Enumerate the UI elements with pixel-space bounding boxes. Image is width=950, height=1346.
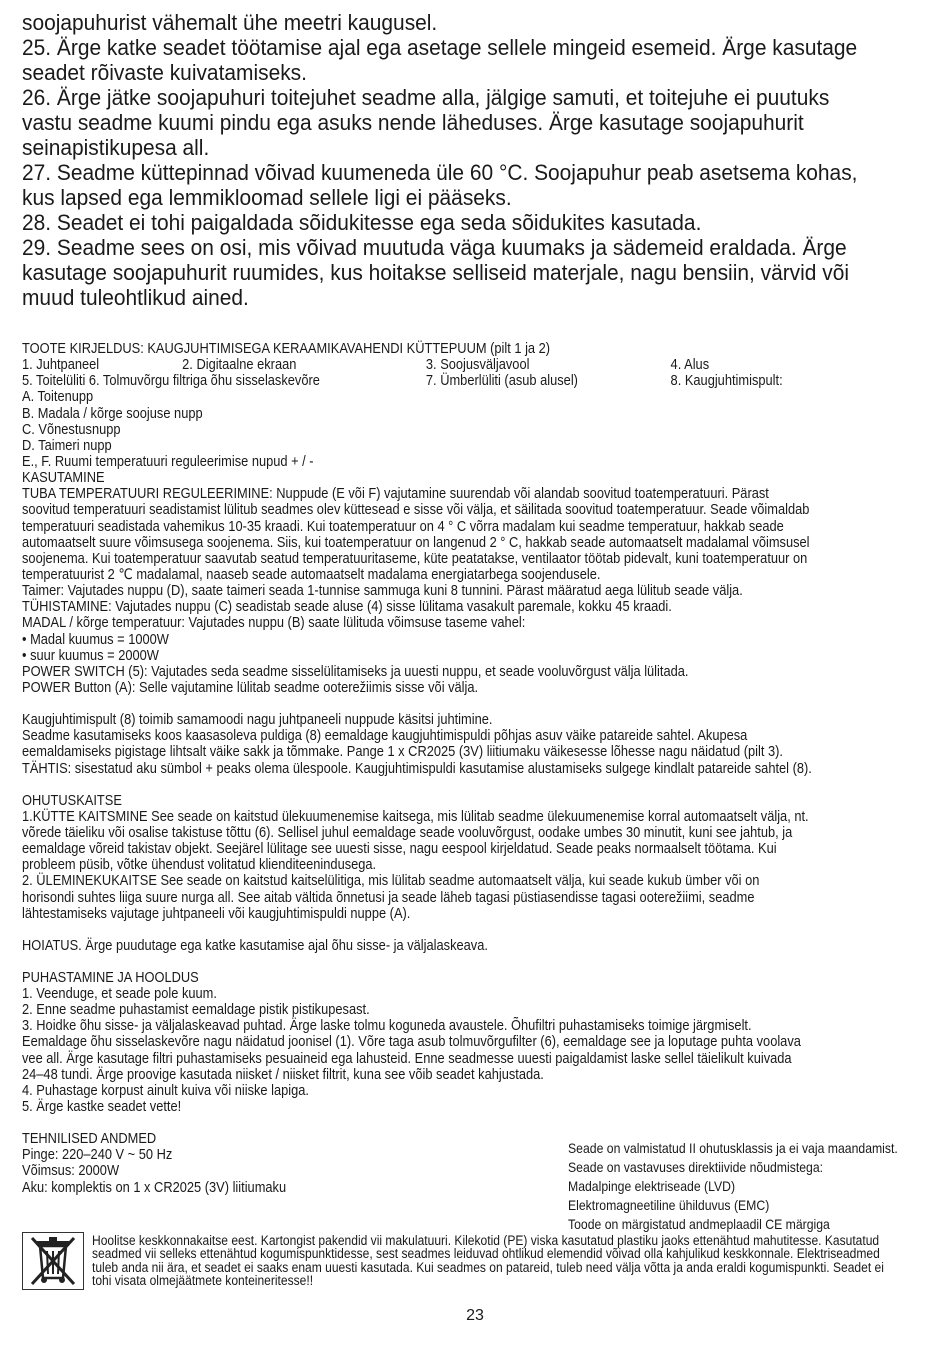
text-line: automaatselt suure võimsusega soojenema. Siis, kui toatemperatuur on langenud 2 ° C, hakkab seade automaatselt madalamal võimsusel (22, 534, 810, 551)
text-line: tohi visata olmejäätmete konteineritesse!! (92, 1272, 314, 1288)
text-line: TEHNILISED ANDMED (22, 1131, 157, 1148)
text-line: soojapuhurist vähemalt ühe meetri kaugusel. (22, 10, 438, 35)
text-line: TÜHISTAMINE: Vajutades nuppu (C) seadistab seade aluse (4) sisse lülitama vasakult paremale, kokku 45 kraadi. (22, 599, 672, 616)
text-line: OHUTUSKAITSE (22, 792, 122, 809)
text-line: 5. Ärge kastke seadet vette! (22, 1099, 182, 1116)
list-item: D. Taimeri nupp (22, 437, 112, 454)
text-line: Seade on vastavuses direktiivide nõudmistega: (568, 1160, 824, 1175)
text-line: 28. Seadet ei tohi paigaldada sõidukitesse ega seda sõidukites kasutada. (22, 210, 702, 235)
text-line: 29. Seadme sees on osi, mis võivad muutuda väga kuumaks ja sädemeid eraldada. Ärge (22, 235, 847, 260)
list-item: C. Võnestusnupp (22, 421, 121, 438)
text-line: 27. Seadme küttepinnad võivad kuumeneda üle 60 °C. Soojapuhur peab asetsema kohas, (22, 160, 858, 185)
text-line: Elektromagneetiline ühilduvus (EMC) (568, 1198, 770, 1213)
text-line: seadet rõivaste kuivatamiseks. (22, 60, 307, 85)
text-line: 26. Ärge jätke soojapuhuri toitejuhet seadme alla, jälgige samuti, et toitejuhe ei puutuks (22, 85, 830, 110)
environment-notice (22, 1232, 934, 1292)
text-line: KASUTAMINE (22, 470, 105, 487)
parts-row-2 (22, 373, 827, 389)
text-line: • Madal kuumus = 1000W (22, 631, 169, 648)
text-line: seadmed vii selleks ettenähtud kogumispunktidesse, sest seadmes leiduvad ohtlikud elemendid võivad olla kahjulikud keskkonnale. Elektriseadmed (92, 1246, 880, 1262)
text-line: Kaugjuhtimispult (8) toimib samamoodi nagu juhtpaneeli nuppude käsitsi juhtimine. (22, 712, 493, 729)
text-line: võrede täieliku või osalise takistuse tõttu (6). Sellisel juhul eemaldage seade vooluvõrgust, oodake umbes 30 minutit, kuni see jahtub, ja (22, 824, 793, 841)
text-line: 3. Hoidke õhu sisse- ja väljalaskeavad puhtad. Ärge laske tolmu koguneda avaustele. Õhufiltri puhastamiseks toimige järgmiselt. (22, 1018, 752, 1035)
text-line: Hoolitse keskkonnakaitse eest. Kartongist pakendid vii makulatuuri. Kilekotid (PE) viska kasutatud plastiku jaoks ettenähtud mahutitesse. Kasutatud (92, 1233, 880, 1248)
text-line: 2. ÜLEMINEKUKAITSE See seade on kaitstud kaitselülitiga, mis lülitab seadme automaatselt välja, kui seade kukub ümber või on (22, 873, 760, 890)
text-line: PUHASTAMINE JA HOOLDUS (22, 969, 199, 986)
text-line: 1. Veenduge, et seade pole kuum. (22, 986, 217, 1003)
text-line: soovitud temperatuuri seadistamist lülitub seadmes olev küttesead e sisse või välja, et säilitada soovitud toatemperatuur. Seade võimaldab (22, 502, 810, 519)
remote-button-list (22, 389, 937, 470)
text-line: Võimsus: 2000W (22, 1163, 120, 1180)
text-line: TUBA TEMPERATUURI REGULEERIMINE: Nuppude (E või F) vajutamine suurendab või alandab soovitud toatemperatuuri. Pärast (22, 486, 769, 503)
product-description-section (22, 341, 937, 1196)
remote-control-section (22, 712, 937, 777)
list-item: E., F. Ruumi temperatuuri reguleerimise nupud + / - (22, 453, 314, 470)
safety-protection-section (22, 793, 937, 922)
text-line: probleem püsib, võtke ühendust volitatud klienditeenindusega. (22, 857, 377, 874)
text-line: 24–48 tundi. Ärge proovige kasutada niisket / niisket filtrit, kuna see võib seadet kahjustada. (22, 1066, 544, 1083)
text-line: POWER SWITCH (5): Vajutades seda seadme sisselülitamiseks ja uuesti nuppu, et seade vooluvõrgust välja lülitada. (22, 663, 689, 680)
text-line: muud tuleohtlikud ained. (22, 285, 249, 310)
list-item: A. Toitenupp (22, 389, 94, 406)
text-line: • suur kuumus = 2000W (22, 647, 159, 664)
text-line: 2. Enne seadme puhastamist eemaldage pistik pistikupesast. (22, 1002, 370, 1019)
crossed-out-wheelie-bin-icon (22, 1232, 84, 1290)
part-3: 3. Soojusväljavool (425, 357, 530, 374)
text-line: eemaldamiseks pigistage lihtsalt väike sakk ja tõmmake. Pange 1 x CR2025 (3V) liitiumaku väikesesse lõhesse nagu näidatud (pilt 3). (22, 744, 783, 761)
text-line: horisondi suhtes liiga suure nurga all. See aitab vältida õnnetusi ja seade läheb tagasi püstiasendisse tagasi ooterežiimi, seadme (22, 889, 755, 906)
safety-instructions-continued (22, 10, 934, 310)
text-line: tuleb anda nii ära, et seadet ei saaks enam uuesti kasutada. Kui seadmes on patareid, tuleb need välja võtta ja anda eraldi kogumispunkti. Seadet ei (92, 1259, 884, 1275)
text-line: 4. Puhastage korpust ainult kuiva või niiske lapiga. (22, 1082, 309, 1099)
text-line: vee all. Ärge kasutage filtri puhastamiseks pesuaineid ega lahusteid. Enne seadmesse uuesti paigaldamist laske sellel täielikult kuivada (22, 1050, 792, 1067)
text-line: Toode on märgistatud andmeplaadil CE märgiga (568, 1217, 830, 1232)
text-line: eemaldage võreid takistav objekt. Seejärel lülitage see uuesti sisse, nagu eespool kirjeldatud. Seade peaks normaalselt töötama. Kui (22, 841, 777, 858)
warning-line: HOIATUS. Ärge puudutage ega katke kasutamise ajal õhu sisse- ja väljalaskeava. (22, 937, 488, 954)
text-line: Seadme kasutamiseks koos kaasasoleva puldiga (8) eemaldage kaugjuhtimispuldi põhjas asuv väike patareide sahtel. Akupesa (22, 728, 748, 745)
text-line: vastu seadme kuumi pindu ega asuks nende läheduses. Ärge kasutage soojapuhurit (22, 110, 804, 135)
text-line: temperatuuri seadistada vahemikus 10-35 kraadi. Kui toatemperatuur on 4 ° C võrra madalam kui seadme temperatuur, hakkab seade (22, 518, 784, 535)
part-5-6: 5. Toitelüliti 6. Tolmuvõrgu filtriga õhu sisselaskevõre (22, 373, 320, 390)
compliance-section (568, 1139, 938, 1234)
cleaning-section (22, 970, 937, 1115)
text-line: Taimer: Vajutades nuppu (D), saate taimeri seada 1-tunnise sammuga kuni 8 tunnini. Pärast määratud aega lülitub seade välja. (22, 583, 743, 600)
part-4: 4. Alus (670, 357, 710, 374)
text-line: 1.KÜTTE KAITSMINE See seade on kaitstud ülekuumenemise kaitsega, mis lülitab seadme ülekuumenemise korral automaatselt välja, nt. (22, 808, 809, 825)
text-line: lähtestamiseks vajutage juhtpaneeli või kaugjuhtimispuldi nuppe (A). (22, 905, 411, 922)
parts-row-1 (22, 357, 827, 373)
description-heading: TOOTE KIRJELDUS: KAUGJUHTIMISEGA KERAAMIKAVAHENDI KÜTTEPUUM (pilt 1 ja 2) (22, 341, 551, 357)
part-1: 1. Juhtpaneel (22, 357, 100, 374)
usage-section (22, 470, 937, 696)
list-item: B. Madala / kõrge soojuse nupp (22, 405, 203, 422)
text-line: 25. Ärge katke seadet töötamise ajal ega asetage sellele mingeid esemeid. Ärge kasutage (22, 35, 858, 60)
text-line: Madalpinge elektriseade (LVD) (568, 1179, 736, 1194)
text-line: Aku: komplektis on 1 x CR2025 (3V) liitiumaku (22, 1179, 287, 1196)
environment-notice-text (92, 1234, 929, 1287)
text-line: Seade on valmistatud II ohutusklassis ja ei vaja maandamist. (568, 1141, 898, 1156)
part-8: 8. Kaugjuhtimispult: (670, 373, 783, 390)
text-line: Pinge: 220–240 V ~ 50 Hz (22, 1147, 173, 1164)
part-7: 7. Ümberlüliti (asub alusel) (425, 373, 578, 390)
text-line: soojenema. Kui toatemperatuur saavutab seatud temperatuuritaseme, küte peatatakse, ventilaator töötab pidevalt, kuni toatemperatuur on (22, 550, 808, 567)
text-line: POWER Button (A): Selle vajutamine lülitab seadme ooterežiimis sisse või välja. (22, 679, 479, 696)
text-line: Eemaldage õhu sisselaskevõre nagu näidatud joonisel (1). Võre taga asub tolmuvõrgufilter (6), eemaldage see ja loputage puhta voolava (22, 1034, 801, 1051)
page-number: 23 (466, 1307, 484, 1324)
text-line: kus lapsed ega lemmikloomad sellele ligi ei pääseks. (22, 185, 512, 210)
text-line: TÄHTIS: sisestatud aku sümbol + peaks olema ülespoole. Kaugjuhtimispuldi kasutamise alustamiseks sulgege kindlalt patareide sahtel (8). (22, 760, 812, 777)
text-line: MADAL / kõrge temperatuur: Vajutades nuppu (B) saate lülituda võimsuse taseme vahel: (22, 615, 526, 632)
text-line: seinapistikupesa all. (22, 135, 210, 160)
part-2: 2. Digitaalne ekraan (182, 357, 297, 374)
text-line: kasutage soojapuhurit ruumides, kus hoitakse selliseid materjale, nagu bensiin, värvid või (22, 260, 849, 285)
text-line: temperatuurist 2 ℃ madalamal, naaseb seade automaatselt madalama energiatarbega soojendusele. (22, 566, 601, 583)
